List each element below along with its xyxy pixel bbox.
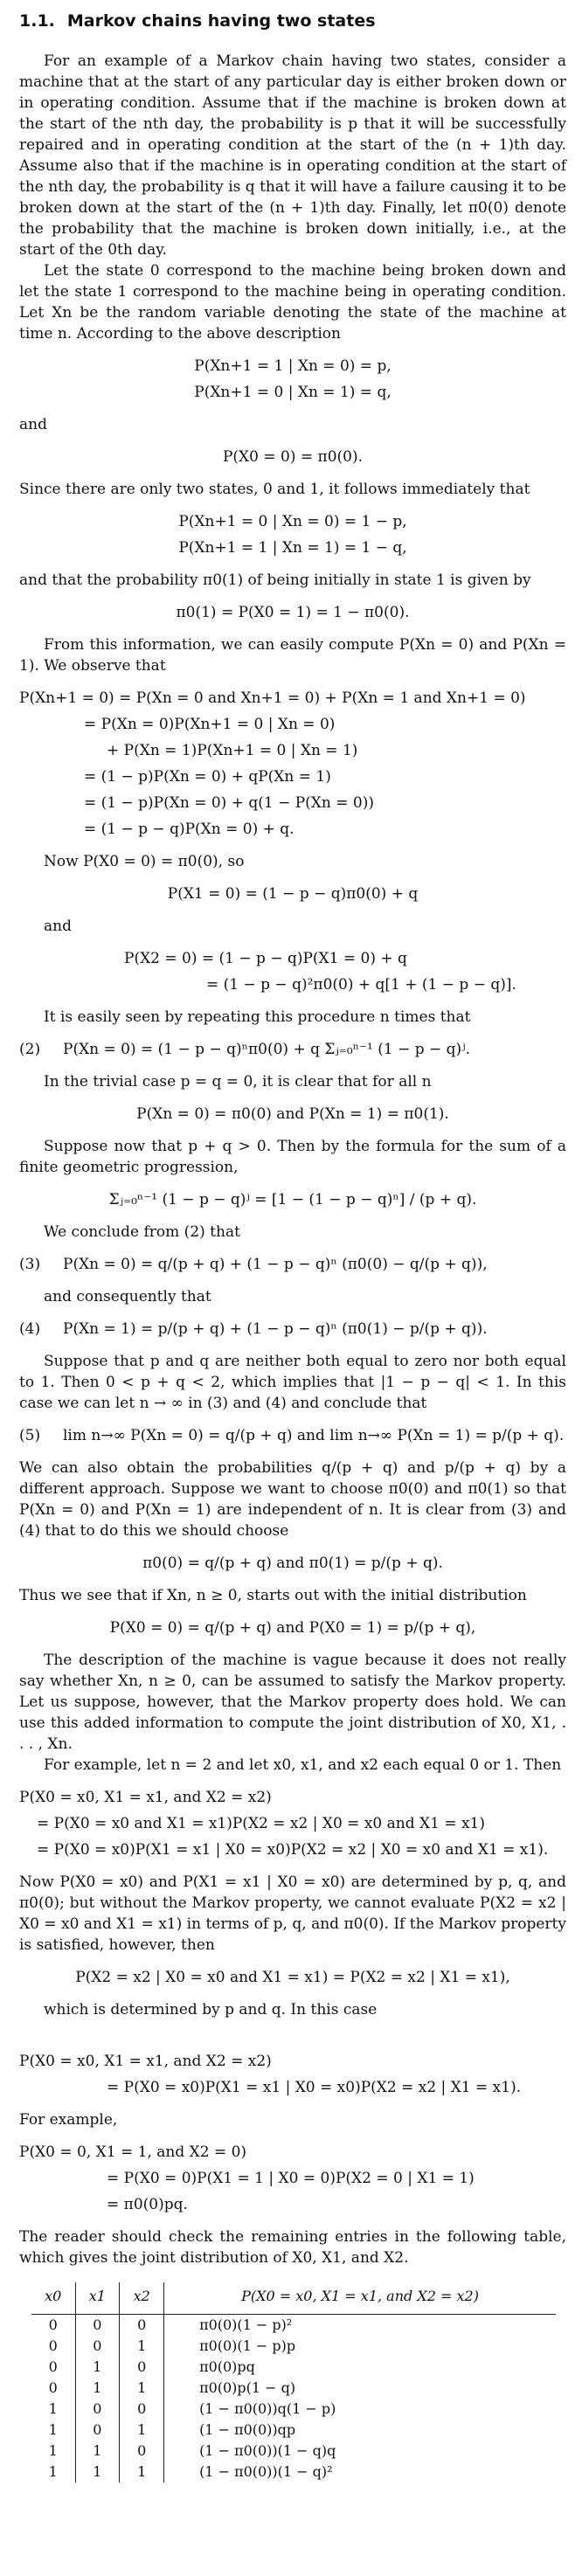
table-cell: 0 bbox=[75, 2315, 120, 2337]
table-cell: 0 bbox=[48, 2358, 58, 2375]
table-cell: (1 − π0(0))(1 − q)q bbox=[164, 2441, 556, 2462]
derivation-line-1: P(Xn+1 = 0) = P(Xn = 0 and Xn+1 = 0) + P(Xn = 1 and Xn+1 = 0) bbox=[19, 689, 526, 707]
section-number: 1.1. bbox=[19, 11, 55, 31]
equation-2-text: P(Xn = 0) = (1 − p − q)ⁿπ0(0) + q Σⱼ₌₀ⁿ⁻¹ (1 − p − q)ʲ. bbox=[63, 1041, 471, 1058]
equation-x2 bbox=[19, 945, 566, 998]
paragraph-trivial: In the trivial case p = q = 0, it is clear that for all n bbox=[44, 1073, 432, 1091]
paragraph-and-2: and bbox=[44, 918, 72, 935]
table-row bbox=[31, 2378, 556, 2399]
equation-trans2: P(Xn+1 = 0 | Xn = 1) = q, bbox=[194, 384, 391, 401]
table-cell: 1 bbox=[48, 2400, 58, 2417]
equation-joint5: = P(X0 = x0)P(X1 = x1 | X0 = x0)P(X2 = x2 | X1 = x1). bbox=[107, 2079, 522, 2096]
paragraph-now: Now P(X0 = 0) = π0(0), so bbox=[44, 853, 245, 870]
paragraph-let-state: Let the state 0 correspond to the machine being broken down and let the state 1 correspond to the machine being in operating condition. Let Xn be the random variable denoting the state of the machine at time n. According to the above description bbox=[19, 262, 566, 343]
equation-joint3: = P(X0 = x0)P(X1 = x1 | X0 = x0)P(X2 = x2 | X0 = x0 and X1 = x1). bbox=[37, 1841, 549, 1859]
table-row bbox=[31, 2420, 556, 2441]
equation-comp1: P(Xn+1 = 0 | Xn = 0) = 1 − p, bbox=[178, 513, 407, 530]
equation-pi1 bbox=[19, 599, 566, 626]
equation-markov bbox=[19, 1964, 566, 1991]
equation-initial bbox=[19, 444, 566, 470]
equation-joint1: P(X0 = x0, X1 = x1, and X2 = x2) bbox=[19, 1789, 272, 1806]
table-cell: 1 bbox=[75, 2441, 120, 2462]
table-cell: 1 bbox=[48, 2421, 58, 2438]
paragraph-easily-seen: It is easily seen by repeating this procedure n times that bbox=[44, 1008, 471, 1026]
paragraph-thus: Thus we see that if Xn, n ≥ 0, starts out with the initial distribution bbox=[19, 1587, 527, 1604]
paragraph-now-p: Now P(X0 = x0) and P(X1 = x1 | X0 = x0) are determined by p, q, and π0(0); but without the Markov property, we cannot evaluate P(X2 = x2 | X0 = x0 and X1 = x1) in terms of p, q, and π0(0). If the Markov property is satisfied, however, then bbox=[19, 1873, 566, 1954]
table-row bbox=[31, 2357, 556, 2378]
equation-example bbox=[19, 2139, 566, 2218]
table-row bbox=[31, 2462, 556, 2483]
table-row bbox=[31, 2399, 556, 2420]
table-row bbox=[31, 2315, 556, 2337]
equation-4-text: P(Xn = 1) = p/(p + q) + (1 − p − q)ⁿ (π0(1) − p/(p + q)). bbox=[63, 1320, 488, 1338]
equation-x1 bbox=[19, 881, 566, 907]
equation-2 bbox=[19, 1036, 566, 1063]
derivation-line-2: = P(Xn = 0)P(Xn+1 = 0 | Xn = 0) bbox=[84, 716, 336, 733]
table-cell: 1 bbox=[120, 2378, 164, 2399]
equation-pi1-text: π0(1) = P(X0 = 1) = 1 − π0(0). bbox=[176, 604, 410, 621]
table-header-prob: P(X0 = x0, X1 = x1, and X2 = x2) bbox=[164, 2282, 556, 2315]
table-header-x1: x1 bbox=[75, 2282, 120, 2315]
equation-5-label: (5) bbox=[19, 1427, 41, 1444]
equation-joint bbox=[19, 1784, 566, 1863]
table-header-x2: x2 bbox=[120, 2282, 164, 2315]
equation-comp2: P(Xn+1 = 1 | Xn = 1) = 1 − q, bbox=[178, 539, 407, 557]
section-title: Markov chains having two states bbox=[66, 11, 376, 31]
table-header-row bbox=[31, 2282, 556, 2315]
derivation-line-5: = (1 − p)P(Xn = 0) + q(1 − P(Xn = 0)) bbox=[84, 794, 374, 812]
equation-x2b: = (1 − p − q)²π0(0) + q[1 + (1 − p − q)]. bbox=[206, 976, 516, 994]
table-cell: 1 bbox=[75, 2378, 120, 2399]
paragraph-for-example: For example, let n = 2 and let x0, x1, and x2 each equal 0 or 1. Then bbox=[44, 1756, 562, 1774]
table-cell: 1 bbox=[75, 2357, 120, 2378]
table-cell: π0(0)(1 − p)² bbox=[164, 2315, 556, 2337]
equation-init0: P(X0 = 0) = π0(0). bbox=[222, 448, 363, 466]
equation-joint-markov bbox=[19, 2048, 566, 2101]
table-cell: (1 − π0(0))(1 − q)² bbox=[164, 2462, 556, 2483]
paragraph-also-obtain: We can also obtain the probabilities q/(p + q) and p/(p + q) by a different approach. Suppose we want to choose π0(0) and π0(1) so that P(Xn = 0) and P(Xn = 1) are independent of n. It is clear from (3) and (4) that to do this we should choose bbox=[19, 1459, 566, 1540]
equation-joint2: = P(X0 = x0 and X1 = x1)P(X2 = x2 | X0 = x0 and X1 = x1) bbox=[37, 1815, 486, 1832]
equation-initdist-text: P(X0 = 0) = q/(p + q) and P(X0 = 1) = p/(p + q), bbox=[109, 1619, 476, 1637]
paragraph-neither: Suppose that p and q are neither both equal to zero nor both equal to 1. Then 0 < p + q < 2, which implies that |1 − p − q| < 1. In this case we can let n → ∞ in (3) and (4) and conclude that bbox=[19, 1353, 566, 1412]
table-cell: 1 bbox=[48, 2442, 58, 2459]
table-cell: (1 − π0(0))q(1 − p) bbox=[164, 2399, 556, 2420]
table-cell: 1 bbox=[75, 2462, 120, 2483]
equation-choose bbox=[19, 1550, 566, 1576]
table-row bbox=[31, 2336, 556, 2357]
table-cell: 0 bbox=[48, 2316, 58, 2333]
equation-geometric bbox=[19, 1187, 566, 1213]
equation-ex1: P(X0 = 0, X1 = 1, and X2 = 0) bbox=[19, 2143, 247, 2161]
table-cell: 0 bbox=[120, 2441, 164, 2462]
table-cell: 0 bbox=[120, 2399, 164, 2420]
paragraph-conclude: We conclude from (2) that bbox=[44, 1223, 240, 1241]
equation-3-text: P(Xn = 0) = q/(p + q) + (1 − p − q)ⁿ (π0(0) − q/(p + q)), bbox=[63, 1256, 488, 1273]
section-heading bbox=[19, 10, 566, 31]
table-cell: π0(0)p(1 − q) bbox=[164, 2378, 556, 2399]
equation-complements bbox=[19, 509, 566, 561]
equation-4-label: (4) bbox=[19, 1320, 41, 1338]
equation-ex2: = P(X0 = 0)P(X1 = 1 | X0 = 0)P(X2 = 0 | X1 = 1) bbox=[107, 2170, 475, 2187]
paragraph-for-example-2: For example, bbox=[19, 2111, 118, 2129]
table-cell: 0 bbox=[48, 2337, 58, 2354]
paragraph-and: and bbox=[19, 416, 47, 433]
paragraph-intro: For an example of a Markov chain having two states, consider a machine that at the start of any particular day is either broken down or in operating condition. Assume that if the machine is broken down at the start of the nth day, the probability is p that it will be successfully repaired and in operating condition at the start of the (n + 1)th day. Assume also that if the machine is in operating condition at the start of the nth day, the probability is q that it will have a failure causing it to be broken down at the start of the (n + 1)th day. Finally, let π0(0) denote the probability that the machine is broken down initially, i.e., at the start of the 0th day. bbox=[19, 52, 566, 259]
equation-4 bbox=[19, 1316, 566, 1342]
table-cell: 0 bbox=[120, 2315, 164, 2337]
equation-x1-text: P(X1 = 0) = (1 − p − q)π0(0) + q bbox=[167, 885, 419, 903]
equation-5-text: lim n→∞ P(Xn = 0) = q/(p + q) and lim n→∞ P(Xn = 1) = p/(p + q). bbox=[63, 1427, 565, 1444]
equation-markov-text: P(X2 = x2 | X0 = x0 and X1 = x1) = P(X2 = x2 | X1 = x1), bbox=[75, 1969, 510, 1986]
equation-5 bbox=[19, 1423, 566, 1449]
equation-choose-text: π0(0) = q/(p + q) and π0(1) = p/(p + q). bbox=[142, 1555, 443, 1572]
equation-joint4: P(X0 = x0, X1 = x1, and X2 = x2) bbox=[19, 2053, 272, 2070]
equation-3 bbox=[19, 1251, 566, 1278]
paragraph-description: The description of the machine is vague because it does not really say whether Xn, n ≥ 0, can be assumed to satisfy the Markov property. Let us suppose, however, that the Markov property does hold. We can use this added information to compute the joint distribution of X0, X1, . . . , Xn. bbox=[19, 1652, 566, 1753]
table-cell: 0 bbox=[75, 2420, 120, 2441]
table-cell: 1 bbox=[120, 2336, 164, 2357]
paragraph-determined: which is determined by p and q. In this case bbox=[44, 2001, 378, 2019]
equation-trans1: P(Xn+1 = 1 | Xn = 0) = p, bbox=[194, 357, 391, 375]
equation-derivation bbox=[19, 685, 566, 842]
equation-ex3: = π0(0)pq. bbox=[107, 2196, 188, 2213]
table-cell: 1 bbox=[120, 2420, 164, 2441]
joint-distribution-table bbox=[31, 2282, 556, 2483]
table-row bbox=[31, 2441, 556, 2462]
equation-geometric-text: Σⱼ₌₀ⁿ⁻¹ (1 − p − q)ʲ = [1 − (1 − p − q)ⁿ] / (p + q). bbox=[108, 1191, 477, 1208]
table-cell: π0(0)pq bbox=[164, 2357, 556, 2378]
equation-3-label: (3) bbox=[19, 1256, 41, 1273]
table-cell: π0(0)(1 − p)p bbox=[164, 2336, 556, 2357]
table-cell: 0 bbox=[75, 2399, 120, 2420]
table-cell: 0 bbox=[75, 2336, 120, 2357]
table-cell: 0 bbox=[48, 2379, 58, 2396]
derivation-line-6: = (1 − p − q)P(Xn = 0) + q. bbox=[84, 821, 294, 838]
paragraph-reader: The reader should check the remaining entries in the following table, which gives the joint distribution of X0, X1, and X2. bbox=[19, 2228, 566, 2267]
paragraph-from-this: From this information, we can easily compute P(Xn = 0) and P(Xn = 1). We observe that bbox=[19, 636, 566, 675]
equation-trivial-text: P(Xn = 0) = π0(0) and P(Xn = 1) = π0(1). bbox=[136, 1105, 449, 1123]
paragraph-since: Since there are only two states, 0 and 1, it follows immediately that bbox=[19, 481, 530, 498]
table-cell: 0 bbox=[120, 2357, 164, 2378]
paragraph-suppose: Suppose now that p + q > 0. Then by the formula for the sum of a finite geometric progression, bbox=[19, 1138, 566, 1176]
equation-trivial bbox=[19, 1101, 566, 1127]
derivation-line-3: + P(Xn = 1)P(Xn+1 = 0 | Xn = 1) bbox=[107, 742, 358, 759]
paragraph-prob-pi1: and that the probability π0(1) of being initially in state 1 is given by bbox=[19, 571, 531, 589]
table-header-x0: x0 bbox=[31, 2282, 75, 2315]
equation-transitions bbox=[19, 353, 566, 405]
table-cell: 1 bbox=[48, 2463, 58, 2480]
equation-initdist bbox=[19, 1615, 566, 1641]
derivation-line-4: = (1 − p)P(Xn = 0) + qP(Xn = 1) bbox=[84, 768, 331, 786]
table-cell: (1 − π0(0))qp bbox=[164, 2420, 556, 2441]
paragraph-consequently: and consequently that bbox=[44, 1288, 211, 1305]
table-cell: 1 bbox=[120, 2462, 164, 2483]
equation-x2a: P(X2 = 0) = (1 − p − q)P(X1 = 0) + q bbox=[124, 950, 407, 967]
equation-2-label: (2) bbox=[19, 1041, 41, 1058]
